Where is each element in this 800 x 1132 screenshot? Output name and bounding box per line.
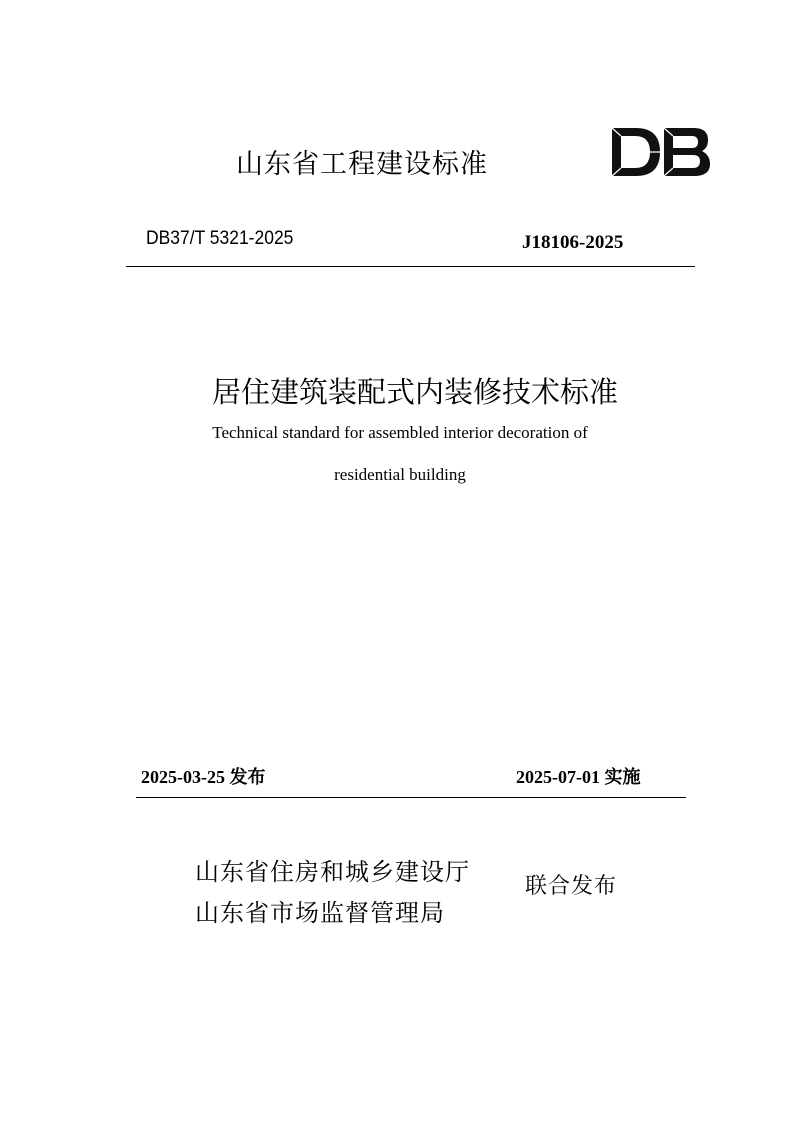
standard-series-title: 山东省工程建设标准 <box>236 149 488 180</box>
joint-issue-label: 联合发布 <box>525 874 618 899</box>
footer-divider <box>136 797 686 798</box>
registration-number: J18106-2025 <box>522 232 624 253</box>
standard-number: DB37/T 5321-2025 <box>146 228 294 249</box>
implementation-date: 2025-07-01 实施 <box>516 767 641 787</box>
document-title-english-line2: residential building <box>334 465 466 484</box>
header-divider <box>126 266 695 267</box>
publish-date: 2025-03-25 发布 <box>141 767 266 787</box>
issuing-organization-1: 山东省住房和城乡建设厅 <box>195 858 470 886</box>
document-title-english-line1: Technical standard for assembled interior decoration of <box>212 423 588 442</box>
db-standard-logo-icon <box>608 124 712 180</box>
issuing-organization-2: 山东省市场监督管理局 <box>195 899 445 927</box>
document-title-chinese: 居住建筑装配式内装修技术标准 <box>211 375 618 409</box>
